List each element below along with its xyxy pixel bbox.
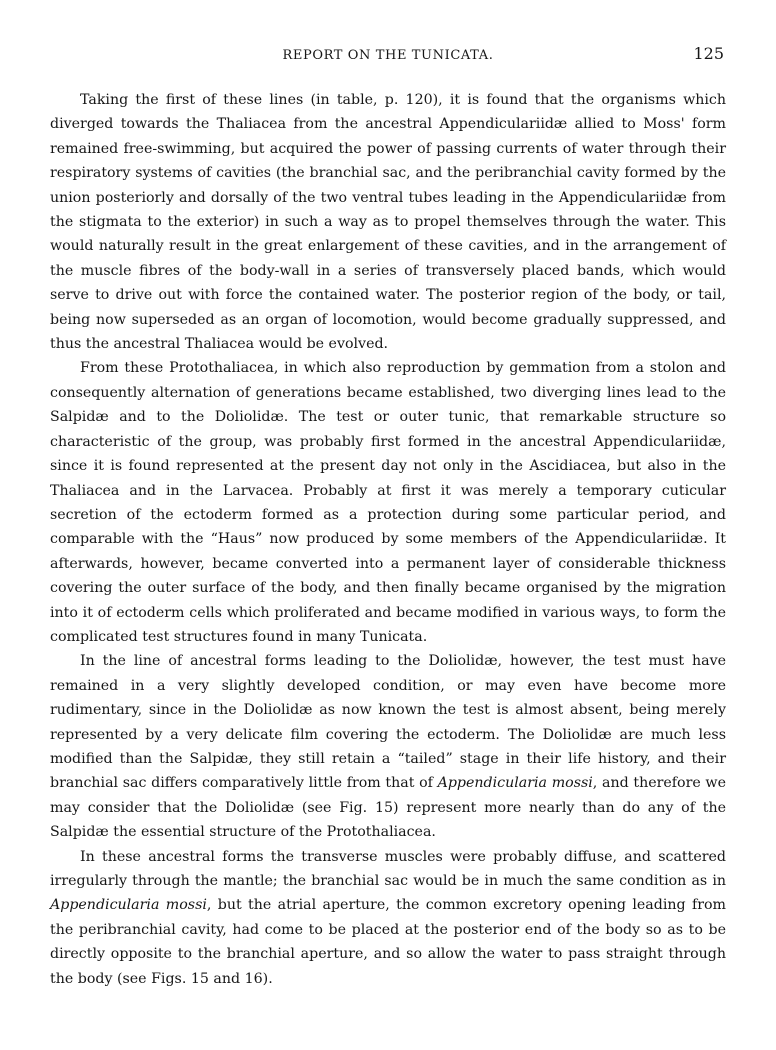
paragraph-1: Taking the first of these lines (in table, p. 120), it is found that the organisms which diverged towards the Thaliacea from the ancestral Appendiculariidæ allied to Moss' form remained free-swimming, but acquired the power of passing currents of water through their respiratory systems of cavities (the branchial sac, and the peribranchial cavity formed by the union posteriorly and dorsally of the two ventral tubes leading in the Appendiculariidæ from the stigmata to the exterior) in such a way as to propel themselves through the water. This would naturally result in the great enlargement of these cavities, and in the arrangement of the muscle fibres of the body-wall in a series of transversely placed bands, which would serve to drive out with force the contained water. The posterior region of the body, or tail, being now superseded as an organ of locomotion, would become gradually suppressed, and thus the ancestral Thaliacea would be evolved. bbox=[50, 92, 726, 353]
paragraph-4-species-name: Appendicularia mossi bbox=[50, 897, 207, 914]
paragraph-3 bbox=[50, 649, 726, 844]
paragraph-3-text-a: In the line of ancestral forms leading to the Doliolidæ, however, the test must have remained in a very slightly developed condition, or may even have become more rudimentary, since in the Doliolidæ as now known the test is almost absent, being merely represented by a very delicate film covering the ectoderm. The Doliolidæ are much less modified than the Salpidæ, they still retain a “tailed” stage in their life history, and their branchial sac differs comparatively little from that of bbox=[50, 653, 726, 792]
paragraph-3-text-b: , and therefore we may consider that the Doliolidæ (see Fig. 15) represent more nearly than do any of the Salpidæ the essential structure of the Protothaliacea. bbox=[50, 775, 726, 841]
body-text bbox=[50, 88, 726, 991]
page-number: 125 bbox=[693, 44, 724, 63]
paragraph-4-text-b: , but the atrial aperture, the common excretory opening leading from the peribranchial cavity, had come to be placed at the posterior end of the body so as to be directly opposite to the branchial aperture, and so allow the water to pass straight through the body (see Figs. 15 and 16). bbox=[50, 897, 726, 987]
paragraph-4 bbox=[50, 845, 726, 991]
paragraph-3-species-name: Appendicularia mossi bbox=[437, 775, 593, 792]
paragraph-4-text-a: In these ancestral forms the transverse muscles were probably diffuse, and scattered irregularly through the mantle; the branchial sac would be in much the same condition as in bbox=[50, 848, 726, 889]
running-title: REPORT ON THE TUNICATA. bbox=[282, 48, 494, 63]
paragraph-2: From these Protothaliacea, in which also reproduction by gemmation from a stolon and consequently alternation of generations became established, two diverging lines lead to the Salpidæ and to the Doliolidæ. The test or outer tunic, that remarkable structure so characteristic of the group, was probably first formed in the ancestral Appendiculariidæ, since it is found represented at the present day not only in the Ascidiacea, but also in the Thaliacea and in the Larvacea. Probably at first it was merely a temporary cuticular secretion of the ectoderm formed as a protection during some particular period, and comparable with the “Haus” now produced by some members of the Appendiculariidæ. It afterwards, however, became converted into a permanent layer of considerable thickness covering the outer surface of the body, and then finally became organised by the migration into it of ectoderm cells which proliferated and became modified in various ways, to form the complicated test structures found in many Tunicata. bbox=[50, 360, 726, 645]
running-head bbox=[50, 42, 726, 66]
